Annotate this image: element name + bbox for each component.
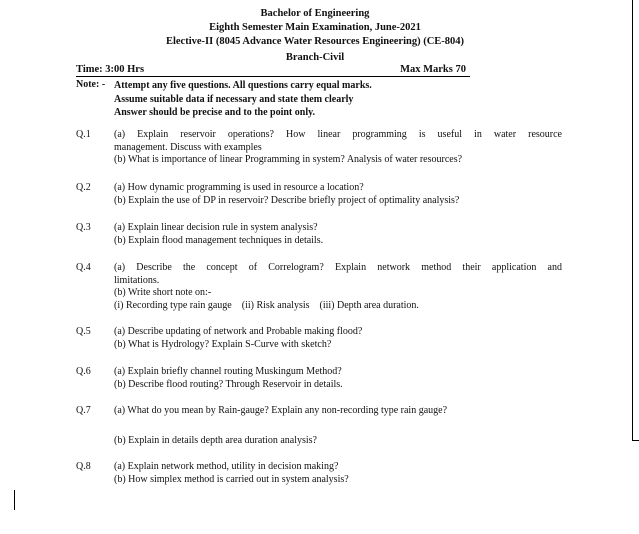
page-border-left (14, 490, 15, 510)
page-border-right (632, 0, 633, 440)
question-line: (a) Explain reservoir operations? How linear programming is useful in water resource (114, 129, 562, 140)
university-title: Bachelor of Engineering (260, 8, 370, 19)
note-line: Assume suitable data if necessary and state them clearly (114, 93, 354, 105)
question-7 (114, 405, 562, 447)
question-line: limitations. (114, 274, 160, 286)
time-label: Time: 3:00 Hrs (76, 64, 145, 75)
question-number: Q.1 (76, 129, 91, 140)
question-8 (114, 461, 562, 486)
question-line: (a) How dynamic programming is used in resource a location? (114, 182, 364, 193)
question-line: (a) Describe updating of network and Probable making flood? (114, 326, 363, 337)
question-1 (114, 129, 562, 167)
question-number: Q.7 (76, 405, 91, 416)
branch-title: Branch-Civil (285, 52, 345, 63)
question-line: (b) Explain the use of DP in reservoir? Describe briefly project of optimality analysis? (114, 194, 460, 206)
question-number: Q.8 (76, 461, 91, 472)
question-6 (114, 366, 562, 391)
question-line: (b) What is importance of linear Programming in system? Analysis of water resources? (114, 154, 463, 165)
question-line: (b) Explain in details depth area duration analysis? (114, 434, 317, 446)
question-number: Q.3 (76, 222, 91, 233)
question-number: Q.5 (76, 326, 91, 337)
question-line: (a) What do you mean by Rain-gauge? Explain any non-recording type rain gauge? (114, 405, 448, 416)
note-instructions (114, 79, 372, 120)
question-line: (a) Explain briefly channel routing Muskingum Method? (114, 366, 342, 377)
exam-title: Eighth Semester Main Examination, June-2021 (209, 22, 421, 33)
question-number: Q.2 (76, 182, 91, 193)
max-marks-label: Max Marks 70 (400, 64, 466, 75)
question-line: (b) How simplex method is carried out in system analysis? (114, 473, 349, 485)
note-line: Answer should be precise and to the point only. (114, 107, 316, 118)
question-2 (114, 182, 562, 207)
note-label: Note: - (76, 79, 106, 90)
course-title: Elective-II (8045 Advance Water Resources Engineering) (CE-804) (165, 36, 465, 47)
question-line: (b) What is Hydrology? Explain S-Curve with sketch? (114, 338, 332, 350)
question-line: management. Discuss with examples (114, 141, 262, 153)
question-line: (i) Recording type rain gauge (ii) Risk analysis (iii) Depth area duration. (114, 299, 419, 311)
question-line: (a) Describe the concept of Correlogram? Explain network method their application and (114, 262, 562, 273)
question-line: (b) Explain flood management techniques in details. (114, 234, 324, 246)
note-line: Attempt any five questions. All questions carry equal marks. (114, 80, 372, 91)
page-border-corner (632, 440, 639, 441)
question-number: Q.4 (76, 262, 91, 273)
question-line: (a) Explain linear decision rule in system analysis? (114, 222, 318, 233)
time-marks-bar (76, 64, 470, 77)
question-line: (b) Describe flood routing? Through Reservoir in details. (114, 378, 343, 390)
question-4 (114, 262, 562, 312)
question-3 (114, 222, 562, 247)
question-number: Q.6 (76, 366, 91, 377)
question-5 (114, 326, 562, 351)
question-line: (b) Write short note on:- (114, 287, 212, 298)
question-line: (a) Explain network method, utility in decision making? (114, 461, 339, 472)
